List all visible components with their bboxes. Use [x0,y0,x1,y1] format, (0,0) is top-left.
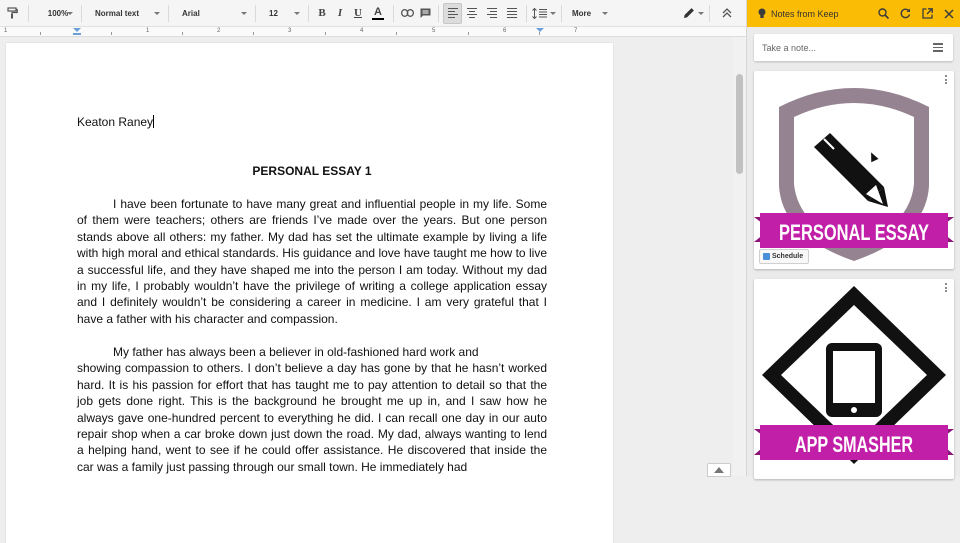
schedule-label: Schedule [772,253,804,260]
open-external-icon[interactable] [916,0,938,27]
font-select[interactable] [173,3,251,24]
ruler-number: 5 [432,28,436,34]
paragraph-style-value: Normal text [95,8,140,18]
tablet-icon [826,343,882,417]
toolbar-divider [81,5,82,22]
toolbar-divider [308,5,309,22]
badge-banner-text: PERSONAL ESSAY [779,220,930,245]
app-smasher-badge-image [754,279,954,479]
chevron-down-icon [602,12,608,15]
new-list-icon[interactable] [933,43,943,52]
font-size-select[interactable] [260,3,304,24]
explore-button[interactable] [707,463,731,477]
lightbulb-icon [755,0,769,27]
line-spacing-button[interactable] [531,3,557,24]
chevron-down-icon [294,12,300,15]
essay-title[interactable]: PERSONAL ESSAY 1 [252,164,372,178]
chevron-up-icon[interactable] [714,3,740,24]
toolbar-divider [28,5,29,22]
align-right-button[interactable] [482,3,502,24]
more-label: More [572,8,592,18]
justify-button[interactable] [502,3,522,24]
toolbar-divider [526,5,527,22]
ruler[interactable] [0,27,746,37]
more-button[interactable] [566,3,612,24]
refresh-icon[interactable] [894,0,916,27]
close-icon[interactable] [938,0,960,27]
align-center-icon [467,8,477,18]
align-center-button[interactable] [462,3,482,24]
align-left-button[interactable] [443,3,462,24]
bold-button[interactable]: B [318,7,326,19]
document-scrollbar[interactable] [733,37,746,476]
zoom-select[interactable] [33,3,77,24]
toolbar-divider [709,5,710,22]
personal-essay-badge-image [754,71,954,269]
toolbar-divider [393,5,394,22]
search-icon[interactable] [872,0,894,27]
italic-button[interactable]: I [337,7,343,19]
ruler-tick [40,32,41,35]
keep-header [747,0,960,27]
toolbar-divider [255,5,256,22]
align-right-icon [487,8,497,18]
author-name: Keaton Raney [77,115,154,129]
chevron-down-icon [550,12,556,15]
label-icon [763,253,770,260]
keep-title: Notes from Keep [771,8,839,19]
ruler-tick [253,32,254,35]
align-left-icon [448,8,458,18]
justify-icon [507,8,517,18]
toolbar [0,0,746,27]
document-page[interactable] [6,43,613,543]
paragraph-text: My father has always been a believer in old-fashioned hard work and [113,345,479,359]
pencil-icon[interactable] [681,3,705,24]
text-color-button[interactable] [367,3,389,24]
comment-icon[interactable] [416,3,434,24]
ruler-tick [396,32,397,35]
paragraph-text: I have been fortunate to have many great and influential people in my life. Some of them were teachers; others are friends I’ve made over the years. But one person stands above all others: my father. My dad has set the ultimate example by living a life with high moral and ethical standards. His guidance and love have taught me how to live a successful life, and they have shaped me into the person I am today. Without my dad in my life, I probably wouldn’t have the privilege of writing a college application essay and I definitely wouldn’t be considering a career in medicine. I am very grateful that I have a father with his character and compassion. [77,197,547,326]
keep-panel [746,0,960,476]
keep-note-card[interactable] [754,279,954,479]
ruler-number: 3 [288,28,292,34]
scrollbar-thumb[interactable] [736,74,743,174]
text-color-bar [372,18,384,20]
chevron-up-icon [714,467,724,473]
take-note-input[interactable] [754,34,953,61]
ruler-number: 6 [503,28,507,34]
text-color-letter: A [374,5,382,18]
chevron-down-icon [241,12,247,15]
underline-button[interactable]: U [354,7,362,19]
ruler-number: 2 [217,28,221,34]
keep-note-card[interactable] [754,71,954,269]
essay-paragraph[interactable] [77,196,547,327]
ruler-number: 1 [146,28,150,34]
text-cursor [153,115,154,128]
more-vert-icon[interactable] [945,75,947,84]
chevron-down-icon [154,12,160,15]
ruler-number: 1 [4,28,8,34]
ruler-tick [325,32,326,35]
chevron-down-icon [698,12,704,15]
right-indent-marker[interactable] [536,28,544,36]
font-value: Arial [182,8,200,18]
essay-paragraph[interactable] [77,344,547,475]
author-line[interactable] [77,114,547,130]
more-vert-icon[interactable] [945,283,947,292]
chevron-down-icon [67,12,73,15]
badge-banner-text: APP SMASHER [795,432,914,457]
ruler-tick [468,32,469,35]
font-size-value: 12 [269,8,278,18]
line-spacing-icon [532,8,548,19]
zoom-value: 100% [47,8,69,18]
toolbar-divider [168,5,169,22]
toolbar-divider [561,5,562,22]
left-indent-marker[interactable] [73,28,81,36]
ruler-tick [182,32,183,35]
paragraph-text: showing compassion to others. I don’t believe a day has gone by that he hasn’t worked hard. It is his passion for effort that has taught me to pay attention to detail so that the job gets done right. This is the background he brought me up in, and I saw how he always gave one-hundred percent to everything he did. I can recall one day in our auto repair shop when a car broke down just down the road. My dad, always wanting to lend a helping hand, went to see if he could offer assistance. He discovered that inside the car was a family just passing through our small town. He immediately had [77,361,547,474]
schedule-chip[interactable] [759,249,809,264]
paragraph-style-select[interactable] [86,3,164,24]
ruler-tick [111,32,112,35]
document-canvas[interactable] [0,37,746,476]
ruler-number: 4 [360,28,364,34]
paint-format-icon[interactable] [0,3,24,24]
toolbar-divider [438,5,439,22]
ruler-number: 7 [574,28,578,34]
take-note-placeholder: Take a note... [762,42,817,53]
link-icon[interactable] [398,3,416,24]
